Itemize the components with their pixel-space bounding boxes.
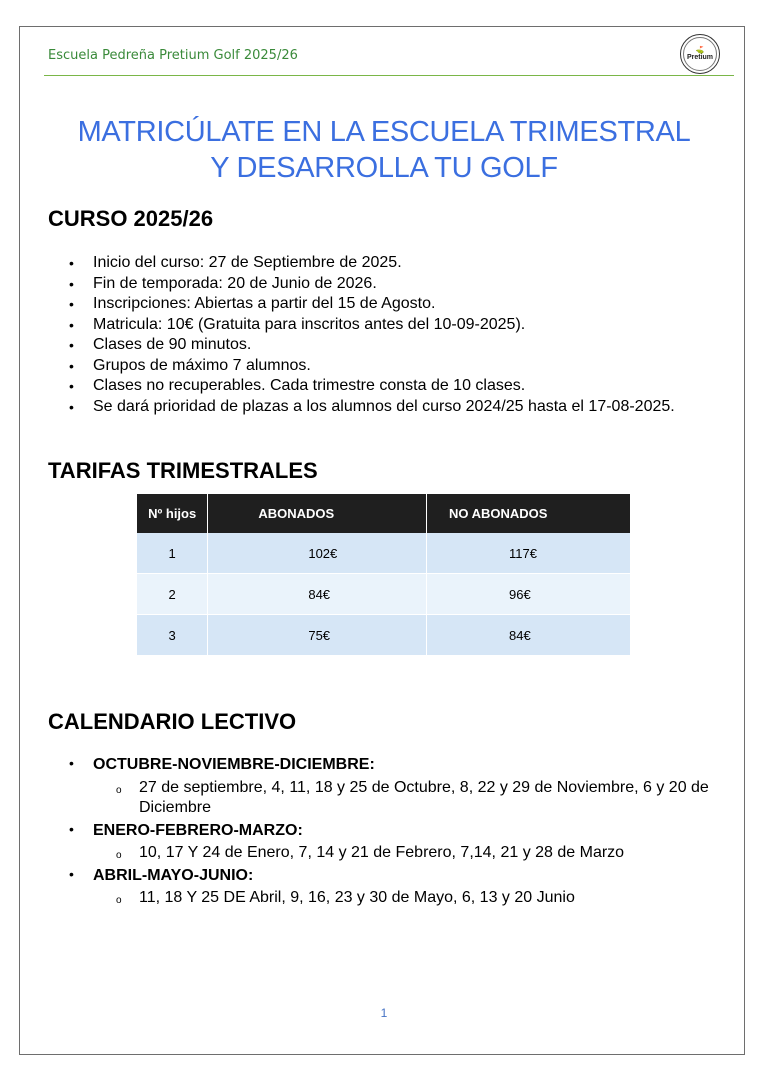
curso-list	[48, 253, 728, 417]
main-title-line2: Y DESARROLLA TU GOLF	[210, 152, 558, 184]
bullet-icon: •	[69, 316, 74, 333]
main-title	[19, 114, 749, 186]
table-cell: 1	[137, 533, 208, 574]
table-row	[137, 533, 631, 574]
calendario-heading: CALENDARIO LECTIVO	[48, 709, 297, 734]
table-row	[137, 615, 631, 656]
calendario-list	[48, 755, 738, 911]
table-cell: 96€	[427, 574, 631, 615]
period-dates: o 11, 18 Y 25 DE Abril, 9, 16, 23 y 30 de Mayo, 6, 13 y 20 Junio	[93, 888, 738, 909]
table-row	[137, 574, 631, 615]
bullet-icon: •	[69, 357, 74, 374]
pretium-logo	[680, 34, 720, 74]
list-item: • Grupos de máximo 7 alumnos.	[48, 356, 728, 377]
circle-bullet-icon: o	[116, 850, 122, 861]
bullet-icon: •	[69, 398, 74, 415]
bullet-icon: •	[69, 337, 74, 353]
curso-heading: CURSO 2025/26	[48, 206, 214, 231]
circle-bullet-icon: o	[116, 895, 122, 906]
table-cell: 3	[137, 615, 208, 656]
golf-crest-icon: ⛳	[695, 46, 705, 54]
table-cell: 84€	[208, 574, 427, 615]
bullet-icon: •	[69, 296, 74, 312]
list-item	[48, 866, 738, 909]
list-item: • Clases de 90 minutos.	[48, 335, 728, 356]
period-dates: o 10, 17 Y 24 de Enero, 7, 14 y 21 de Febrero, 7,14, 21 y 28 de Marzo	[93, 843, 738, 864]
bullet-icon: •	[69, 378, 74, 394]
period-label: OCTUBRE-NOVIEMBRE-DICIEMBRE:	[93, 756, 375, 773]
bullet-icon: •	[69, 865, 74, 882]
table-cell: 102€	[208, 533, 427, 574]
logo-inner-ring	[683, 37, 717, 71]
table-cell: 75€	[208, 615, 427, 656]
main-title-line1: MATRICÚLATE EN LA ESCUELA TRIMESTRAL	[77, 116, 691, 148]
header-text: Escuela Pedreña Pretium Golf 2025/26	[48, 48, 298, 63]
list-item: • Matricula: 10€ (Gratuita para inscritos antes del 10-09-2025).	[48, 315, 728, 336]
circle-bullet-icon: o	[116, 784, 122, 796]
list-item: • Fin de temporada: 20 de Junio de 2026.	[48, 274, 728, 295]
header-divider	[44, 75, 734, 76]
table-cell: 117€	[427, 533, 631, 574]
column-header: Nº hijos	[137, 494, 208, 533]
table-header-row	[137, 494, 631, 533]
list-item: • Inscripciones: Abiertas a partir del 15 de Agosto.	[48, 294, 728, 315]
page-number: 1	[380, 1006, 388, 1020]
logo-text: Pretium	[686, 53, 714, 61]
tarifas-heading: TARIFAS TRIMESTRALES	[48, 458, 318, 483]
list-item: • Inicio del curso: 27 de Septiembre de 2025.	[48, 253, 728, 274]
column-header: ABONADOS	[208, 494, 427, 533]
list-item	[48, 755, 738, 819]
period-label: ABRIL-MAYO-JUNIO:	[93, 866, 254, 884]
table-cell: 84€	[427, 615, 631, 656]
tarifas-table	[137, 494, 631, 656]
bullet-icon: •	[69, 275, 74, 292]
list-item	[48, 821, 738, 864]
bullet-icon: •	[69, 755, 74, 771]
period-dates: o 27 de septiembre, 4, 11, 18 y 25 de Octubre, 8, 22 y 29 de Noviembre, 6 y 20 de Diciembre	[116, 778, 709, 816]
table-cell: 2	[137, 574, 208, 615]
list-item: • Se dará prioridad de plazas a los alumnos del curso 2024/25 hasta el 17-08-2025.	[48, 397, 728, 418]
bullet-icon: •	[69, 820, 74, 837]
period-label: ENERO-FEBRERO-MARZO:	[93, 821, 303, 839]
list-item: • Clases no recuperables. Cada trimestre consta de 10 clases.	[48, 376, 728, 397]
bullet-icon: •	[69, 255, 74, 271]
column-header: NO ABONADOS	[427, 494, 631, 533]
